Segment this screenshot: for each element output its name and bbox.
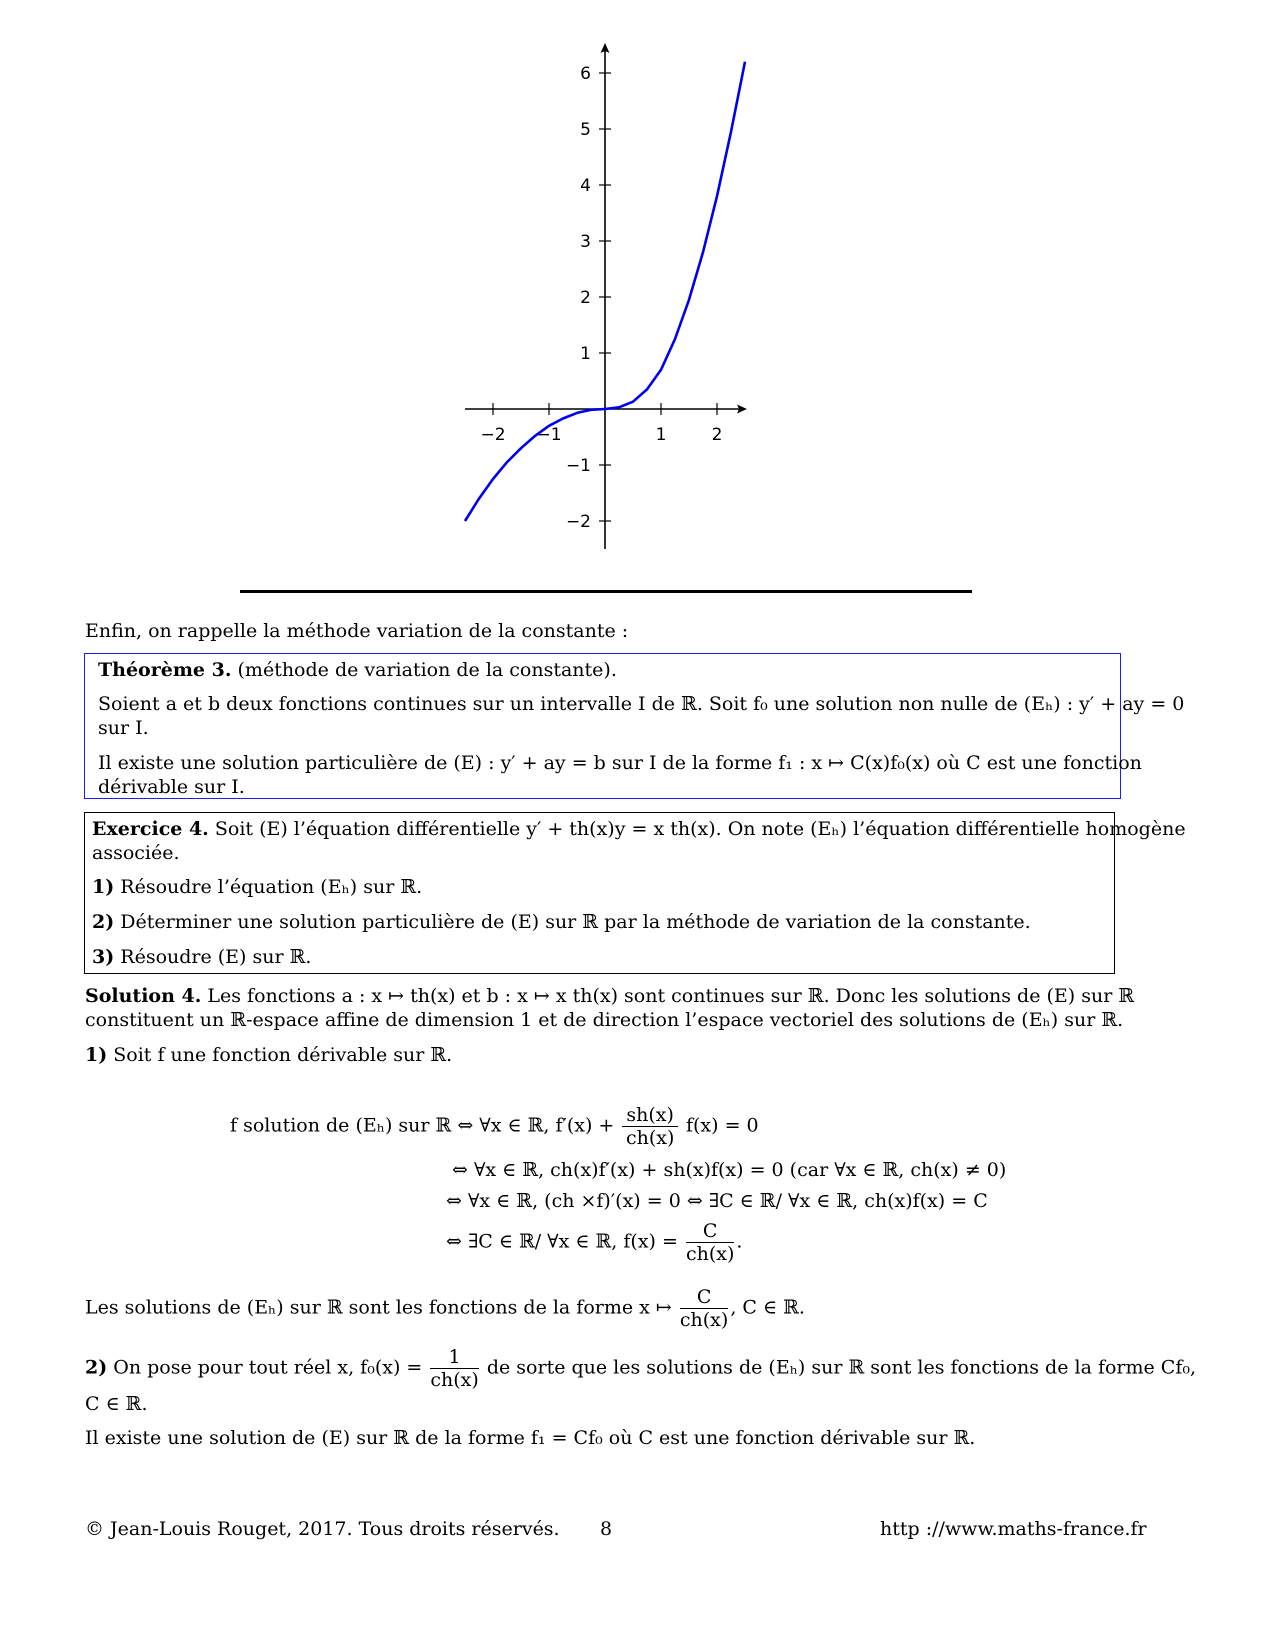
exercise-q1 (92, 875, 422, 899)
eq1-denominator: ch(x) (625, 1127, 675, 1149)
conclusion-left: Les solutions de (Eₕ) sur ℝ sont les fonctions de la forme x ↦ (85, 1296, 672, 1319)
x-tick-label: −2 (480, 425, 506, 445)
solution-q2 (85, 1346, 1196, 1391)
exercise-q2-number: 2) (92, 911, 115, 933)
solution-q2-number: 2) (85, 1356, 108, 1379)
exercise-q1-number: 1) (92, 876, 115, 898)
q2-right: de sorte que les solutions de (Eₕ) sur ℝ sont les fonctions de la forme Cf₀, (486, 1356, 1197, 1379)
q2-fraction (430, 1346, 478, 1391)
solution-q2-line3: Il existe une solution de (E) sur ℝ de la forme f₁ = Cf₀ où C est une fonction dérivable sur ℝ. (85, 1427, 976, 1449)
conclusion-right: , C ∈ ℝ. (730, 1296, 805, 1319)
eq4-fraction (686, 1220, 734, 1265)
y-tick-label: −2 (565, 512, 591, 532)
footer-page-number: 8 (600, 1518, 613, 1540)
y-tick-label: 6 (580, 64, 591, 84)
y-tick-label: 2 (580, 288, 591, 308)
exercise-q3-number: 3) (92, 946, 115, 968)
solution-q1-text: Soit f une fonction dérivable sur ℝ. (113, 1044, 453, 1066)
separator-rule (240, 590, 972, 593)
conclusion-numerator: C (680, 1286, 728, 1309)
conclusion-fraction (680, 1286, 728, 1331)
equation-3: ⇔ ∀x ∈ ℝ, (ch ×f)′(x) = 0 ⇔ ∃C ∈ ℝ/ ∀x ∈ ℝ, ch(x)f(x) = C (446, 1190, 988, 1212)
solution-q1-number: 1) (85, 1044, 108, 1066)
exercise-q3 (92, 945, 311, 969)
y-tick-label: 5 (580, 120, 591, 140)
eq4-right: . (736, 1230, 743, 1253)
solution-title: Solution 4. (85, 985, 202, 1007)
eq1-numerator: sh(x) (622, 1104, 678, 1127)
exercise-q1-text: Résoudre l’équation (Eₕ) sur ℝ. (120, 876, 423, 898)
q2-denominator: ch(x) (430, 1369, 479, 1391)
theorem-p2a: Il existe une solution particulière de (E) : y′ + ay = b sur I de la forme f₁ : x ↦ C(x)f₀(x) où C est une fonction (98, 752, 1142, 774)
exercise-line1 (92, 817, 1186, 841)
y-tick-label: −1 (565, 456, 591, 476)
x-tick-label: 1 (655, 425, 667, 445)
exercise-line2: associée. (92, 842, 180, 864)
eq4-numerator: C (686, 1220, 734, 1243)
equation-4 (446, 1220, 742, 1265)
theorem-p1b: sur I. (98, 717, 149, 739)
solution-line2: constituent un ℝ-espace affine de dimension 1 et de direction l’espace vectoriel des solutions de (Eₕ) sur ℝ. (85, 1009, 1124, 1031)
footer-url[interactable]: http ://www.maths-france.fr (880, 1518, 1147, 1540)
eq4-left: ⇔ ∃C ∈ ℝ/ ∀x ∈ ℝ, f(x) = (446, 1230, 678, 1253)
exercise-title: Exercice 4. (92, 818, 209, 840)
solution-q1 (85, 1043, 452, 1067)
exercise-q3-text: Résoudre (E) sur ℝ. (120, 946, 312, 968)
theorem-p2b: dérivable sur I. (98, 776, 245, 798)
eq1-left: f solution de (Eₕ) sur ℝ ⇔ ∀x ∈ ℝ, f′(x) + (230, 1114, 615, 1137)
y-tick-label: 4 (580, 176, 591, 196)
exercise-q2 (92, 910, 1031, 934)
theorem-title: Théorème 3. (98, 659, 232, 681)
theorem-heading (98, 658, 617, 682)
theorem-subtitle: (méthode de variation de la constante). (237, 659, 617, 681)
conclusion-line (85, 1286, 805, 1331)
equation-1 (230, 1104, 759, 1149)
q2-numerator: 1 (430, 1346, 478, 1369)
q2-left: On pose pour tout réel x, f₀(x) = (113, 1356, 423, 1379)
conclusion-denominator: ch(x) (679, 1309, 729, 1331)
x-tick-label: 2 (711, 425, 723, 445)
intro-text: Enfin, on rappelle la méthode variation de la constante : (85, 620, 629, 642)
solution-q2-line2: C ∈ ℝ. (85, 1393, 148, 1415)
exercise-q2-text: Déterminer une solution particulière de (E) sur ℝ par la méthode de variation de la constante. (120, 911, 1031, 933)
y-tick-label: 1 (580, 344, 591, 364)
solution-line1 (85, 984, 1134, 1008)
theorem-p1a: Soient a et b deux fonctions continues sur un intervalle I de ℝ. Soit f₀ une solution non nulle de (Eₕ) : y′ + ay = 0 (98, 693, 1185, 715)
footer-copyright: © Jean-Louis Rouget, 2017. Tous droits réservés. (85, 1518, 560, 1540)
x-tick-label: −1 (536, 425, 562, 445)
y-tick-label: 3 (580, 232, 591, 252)
equation-2: ⇔ ∀x ∈ ℝ, ch(x)f′(x) + sh(x)f(x) = 0 (car ∀x ∈ ℝ, ch(x) ≠ 0) (452, 1159, 1007, 1181)
eq1-fraction (622, 1104, 678, 1149)
solution-intro: Les fonctions a : x ↦ th(x) et b : x ↦ x th(x) sont continues sur ℝ. Donc les solutions de (E) sur ℝ (207, 985, 1135, 1007)
eq1-right: f(x) = 0 (685, 1114, 759, 1137)
eq4-denominator: ch(x) (685, 1243, 735, 1265)
exercise-statement: Soit (E) l’équation différentielle y′ + th(x)y = x th(x). On note (Eₕ) l’équation différentielle homogène (214, 818, 1186, 840)
function-graph (440, 30, 780, 570)
